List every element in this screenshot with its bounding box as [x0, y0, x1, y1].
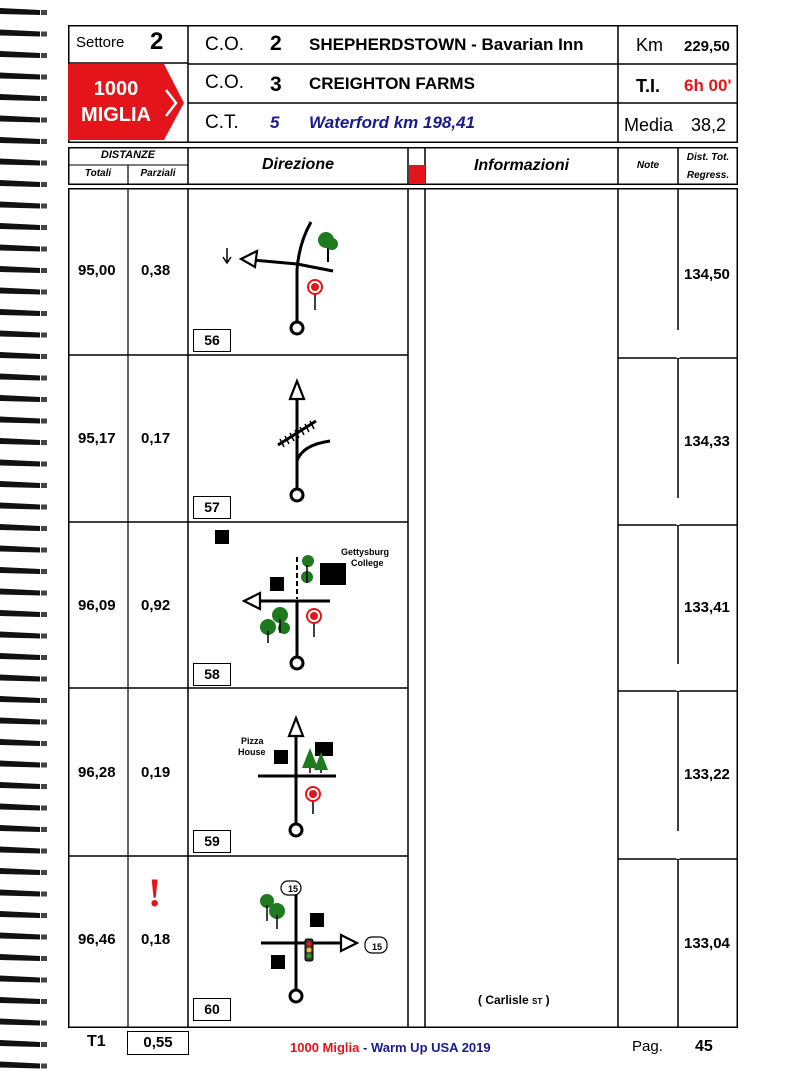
spiral-ring — [0, 868, 40, 875]
spiral-ring — [0, 30, 40, 37]
spiral-hole — [41, 10, 47, 15]
tulip-diagram-58 — [210, 525, 350, 675]
logo-text-1000: 1000 — [93, 78, 139, 100]
spiral-ring — [0, 653, 40, 660]
spiral-hole — [41, 935, 47, 940]
t1-label: T1 — [87, 1033, 106, 1050]
spiral-ring — [0, 51, 40, 58]
dist-tot-header: Dist. Tot. — [686, 152, 730, 163]
spiral-ring — [0, 202, 40, 209]
tulip-diagram-56 — [215, 218, 345, 343]
direzione-header: Direzione — [261, 156, 334, 173]
spiral-hole — [41, 526, 47, 531]
spiral-hole — [41, 677, 47, 682]
spiral-ring — [0, 266, 40, 273]
distanze-header: DISTANZE — [100, 149, 156, 161]
spiral-ring — [0, 632, 40, 639]
row58-parziali: 0,92 — [141, 597, 171, 614]
spiral-ring — [0, 245, 40, 252]
spiral-ring — [0, 8, 40, 15]
spiral-hole — [41, 483, 47, 488]
row60-parziali: 0,18 — [141, 931, 171, 948]
spiral-ring — [0, 610, 40, 617]
spiral-ring — [0, 417, 40, 424]
spiral-ring — [0, 546, 40, 553]
footer-event: Warm Up USA 2019 — [370, 1040, 491, 1055]
spiral-ring — [0, 481, 40, 488]
spiral-hole — [41, 806, 47, 811]
spiral-ring — [0, 1062, 40, 1069]
km-value: 229,50 — [684, 38, 730, 55]
co-text-1: SHEPHERDSTOWN - Bavarian Inn — [309, 35, 584, 54]
spiral-ring — [0, 309, 40, 316]
spiral-hole — [41, 118, 47, 123]
box-number-56: 56 — [193, 329, 231, 352]
spiral-ring — [0, 73, 40, 80]
box-number-59: 59 — [193, 830, 231, 853]
km-label: Km — [636, 35, 663, 55]
settore-value: 2 — [150, 28, 164, 55]
spiral-ring — [0, 997, 40, 1004]
row57-totali: 95,17 — [78, 430, 116, 447]
row56-parziali: 0,38 — [141, 262, 171, 279]
spiral-hole — [41, 139, 47, 144]
footer-brand — [290, 1040, 491, 1055]
spiral-ring — [0, 567, 40, 574]
spiral-hole — [41, 591, 47, 596]
spiral-hole — [41, 333, 47, 338]
spiral-ring — [0, 761, 40, 768]
co-label-1: C.O. — [205, 34, 245, 55]
spiral-hole — [41, 827, 47, 832]
page-label: Pag. — [632, 1038, 663, 1055]
row59-totali: 96,28 — [78, 764, 116, 781]
spiral-hole — [41, 870, 47, 875]
tulip-diagram-57 — [260, 375, 340, 505]
row56-totali: 95,00 — [78, 262, 116, 279]
media-value: 38,2 — [691, 115, 727, 135]
ct-text: Waterford km 198,41 — [309, 113, 475, 132]
spiral-hole — [41, 182, 47, 187]
row58-regress: 133,41 — [684, 599, 730, 616]
spiral-ring — [0, 180, 40, 187]
label-pizza: Pizza — [241, 736, 264, 746]
row60-totali: 96,46 — [78, 931, 116, 948]
row56-regress: 134,50 — [684, 266, 730, 283]
spiral-binding — [0, 0, 54, 1080]
spiral-ring — [0, 374, 40, 381]
tulip-diagram-60 — [255, 873, 395, 1008]
spiral-hole — [41, 956, 47, 961]
spiral-hole — [41, 397, 47, 402]
spiral-hole — [41, 419, 47, 424]
tulip-diagram-59 — [250, 710, 350, 840]
ti-value: 6h 00' — [684, 76, 732, 95]
ct-num: 5 — [270, 113, 280, 132]
logo-text-miglia: MIGLIA — [81, 104, 151, 126]
spiral-hole — [41, 311, 47, 316]
parziali-header: Parziali — [140, 168, 176, 179]
info-carlisle-st: ST — [532, 997, 543, 1006]
page-number: 45 — [695, 1038, 713, 1055]
spiral-hole — [41, 247, 47, 252]
spiral-hole — [41, 655, 47, 660]
info-carlisle-text: ( Carlisle — [478, 993, 529, 1007]
warning-mark: ! — [148, 870, 162, 915]
spiral-ring — [0, 825, 40, 832]
spiral-ring — [0, 288, 40, 295]
mille-miglia-logo — [68, 64, 186, 140]
spiral-hole — [41, 1021, 47, 1026]
t1-value: 0,55 — [127, 1031, 189, 1055]
row57-parziali: 0,17 — [141, 430, 171, 447]
spiral-hole — [41, 96, 47, 101]
spiral-hole — [41, 32, 47, 37]
spiral-ring — [0, 503, 40, 510]
spiral-ring — [0, 524, 40, 531]
spiral-ring — [0, 739, 40, 746]
spiral-ring — [0, 94, 40, 101]
spiral-hole — [41, 913, 47, 918]
spiral-ring — [0, 976, 40, 983]
spiral-hole — [41, 548, 47, 553]
spiral-hole — [41, 354, 47, 359]
spiral-ring — [0, 438, 40, 445]
spiral-hole — [41, 1042, 47, 1047]
spiral-hole — [41, 53, 47, 58]
spiral-ring — [0, 911, 40, 918]
route-shield-right: 15 — [371, 942, 382, 952]
box-number-57: 57 — [193, 496, 231, 519]
spiral-hole — [41, 720, 47, 725]
spiral-ring — [0, 782, 40, 789]
info-carlisle-close: ) — [545, 993, 550, 1007]
box-number-60: 60 — [193, 998, 231, 1021]
box-number-58: 58 — [193, 663, 231, 686]
spiral-hole — [41, 784, 47, 789]
co-label-2: C.O. — [205, 72, 245, 93]
spiral-hole — [41, 763, 47, 768]
spiral-hole — [41, 161, 47, 166]
spiral-hole — [41, 698, 47, 703]
co-num-1: 2 — [270, 32, 282, 55]
spiral-ring — [0, 1019, 40, 1026]
spiral-ring — [0, 847, 40, 854]
spiral-hole — [41, 892, 47, 897]
label-house: House — [238, 747, 266, 757]
footer-dash: - — [359, 1040, 371, 1055]
totali-header: Totali — [84, 168, 112, 179]
spiral-hole — [41, 849, 47, 854]
spiral-hole — [41, 204, 47, 209]
spiral-ring — [0, 116, 40, 123]
row59-parziali: 0,19 — [141, 764, 171, 781]
row59-regress: 133,22 — [684, 766, 730, 783]
footer-brand-name: 1000 Miglia — [290, 1040, 360, 1055]
spiral-ring — [0, 933, 40, 940]
spiral-ring — [0, 460, 40, 467]
spiral-hole — [41, 1064, 47, 1069]
row60-regress: 133,04 — [684, 935, 730, 952]
spiral-hole — [41, 569, 47, 574]
spiral-ring — [0, 137, 40, 144]
spiral-ring — [0, 352, 40, 359]
ti-label: T.I. — [636, 76, 661, 96]
spiral-hole — [41, 505, 47, 510]
spiral-hole — [41, 376, 47, 381]
row57-regress: 134,33 — [684, 433, 730, 450]
spiral-hole — [41, 999, 47, 1004]
spiral-hole — [41, 978, 47, 983]
spiral-ring — [0, 804, 40, 811]
route-shield-top: 15 — [287, 884, 298, 894]
co-text-2: CREIGHTON FARMS — [309, 74, 475, 93]
informazioni-header: Informazioni — [473, 157, 570, 174]
spiral-ring — [0, 1040, 40, 1047]
spiral-ring — [0, 223, 40, 230]
note-header: Note — [636, 160, 660, 171]
spiral-ring — [0, 395, 40, 402]
spiral-hole — [41, 268, 47, 273]
regress-header: Regress. — [686, 170, 730, 181]
spiral-hole — [41, 612, 47, 617]
spiral-hole — [41, 440, 47, 445]
spiral-ring — [0, 718, 40, 725]
spiral-hole — [41, 225, 47, 230]
spiral-ring — [0, 589, 40, 596]
spiral-hole — [41, 741, 47, 746]
settore-label: Settore — [76, 34, 125, 51]
spiral-hole — [41, 634, 47, 639]
ct-label: C.T. — [205, 112, 239, 133]
row58-totali: 96,09 — [78, 597, 116, 614]
spiral-ring — [0, 159, 40, 166]
spiral-hole — [41, 75, 47, 80]
media-label: Media — [624, 115, 674, 135]
spiral-hole — [41, 290, 47, 295]
spiral-ring — [0, 675, 40, 682]
spiral-ring — [0, 331, 40, 338]
label-college: College — [351, 558, 384, 568]
co-num-2: 3 — [270, 73, 282, 96]
spiral-ring — [0, 696, 40, 703]
spiral-ring — [0, 890, 40, 897]
spiral-ring — [0, 954, 40, 961]
info-carlisle — [478, 993, 550, 1007]
label-gettysburg: Gettysburg — [341, 547, 390, 557]
spiral-hole — [41, 462, 47, 467]
